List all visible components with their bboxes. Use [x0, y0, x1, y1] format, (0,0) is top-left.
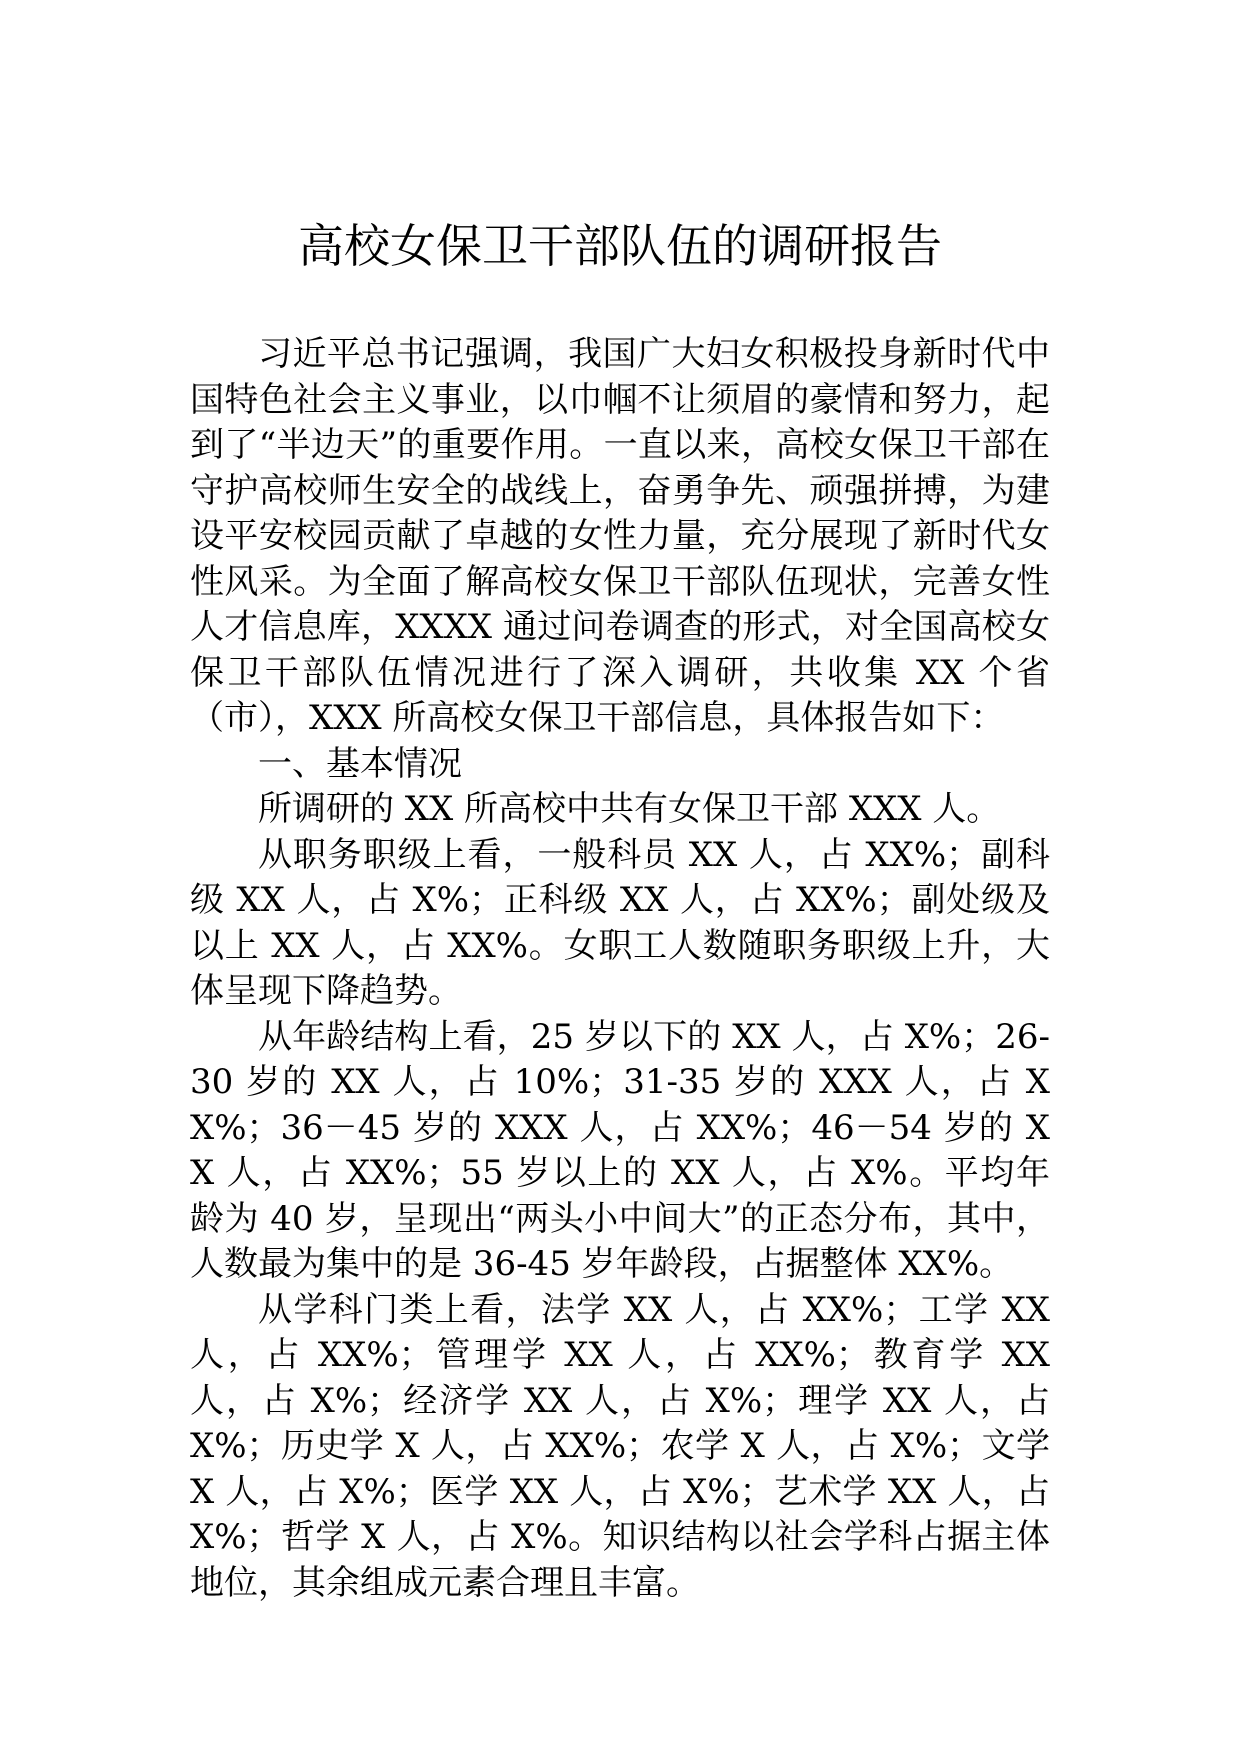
rank-paragraph: 从职务职级上看，一般科员 XX 人，占 XX%；副科级 XX 人，占 X%；正科级 XX 人，占 XX%；副处级及以上 XX 人，占 XX%。女职工人数随职务职级上升，大体呈现下降趋势。: [190, 834, 1050, 1011]
age-paragraph: 从年龄结构上看，25 岁以下的 XX 人，占 X%；26-30 岁的 XX 人，占 10%；31-35 岁的 XXX 人，占 XX%；36－45 岁的 XXX 人，占 XX%；46－54 岁的 XX 人，占 XX%；55 岁以上的 XX 人，占 X%。平均年龄为 40 岁，呈现出“两头小中间大”的正态分布，其中，人数最为集中的是 36-45 岁年龄段，占据整体 XX%。: [190, 1016, 1050, 1284]
discipline-paragraph: 从学科门类上看，法学 XX 人，占 XX%；工学 XX 人，占 XX%；管理学 XX 人，占 XX%；教育学 XX 人，占 X%；经济学 XX 人，占 X%；理学 XX 人，占 X%；历史学 X 人，占 XX%；农学 X 人，占 X%；文学 X 人，占 X%；医学 XX 人，占 X%；艺术学 XX 人，占 X%；哲学 X 人，占 X%。知识结构以社会学科占据主体地位，其余组成元素合理且丰富。: [190, 1289, 1050, 1603]
section-heading-basic-situation: 一、基本情况: [258, 743, 462, 784]
document-body: [190, 332, 1050, 1606]
document-title: 高校女保卫干部队伍的调研报告: [298, 219, 942, 273]
survey-total-paragraph: 所调研的 XX 所高校中共有女保卫干部 XXX 人。: [258, 789, 1001, 829]
intro-paragraph: 习近平总书记强调，我国广大妇女积极投身新时代中国特色社会主义事业，以巾帼不让须眉的豪情和努力，起到了“半边天”的重要作用。一直以来，高校女保卫干部在守护高校师生安全的战线上，奋勇争先、顽强拼搏，为建设平安校园贡献了卓越的女性力量，充分展现了新时代女性风采。为全面了解高校女保卫干部队伍现状，完善女性人才信息库，XXXX 通过问卷调查的形式，对全国高校女保卫干部队伍情况进行了深入调研，共收集 XX 个省（市），XXX 所高校女保卫干部信息，具体报告如下：: [190, 334, 1050, 738]
